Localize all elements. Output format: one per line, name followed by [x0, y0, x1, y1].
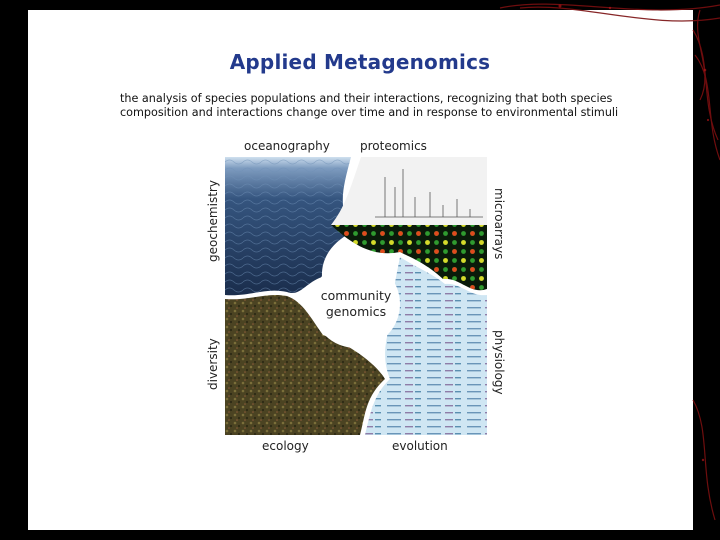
label-physiology: physiology	[492, 330, 506, 395]
description-line-2: composition and interactions change over time and in response to environmental stimuli	[120, 106, 619, 119]
center-label-line-2: genomics	[325, 304, 387, 319]
proteomics-spectrum-image	[331, 157, 487, 225]
label-diversity: diversity	[206, 338, 220, 390]
label-evolution: evolution	[392, 439, 448, 453]
label-geochemistry: geochemistry	[206, 180, 220, 262]
label-proteomics: proteomics	[360, 139, 427, 153]
slide-description	[120, 92, 620, 120]
description-line-1: the analysis of species populations and their interactions, recognizing that both species	[120, 92, 613, 105]
community-genomics-circle	[312, 260, 400, 348]
center-label-line-1: community	[320, 288, 392, 303]
slide-title: Applied Metagenomics	[229, 50, 491, 74]
label-ecology: ecology	[262, 439, 309, 453]
label-oceanography: oceanography	[244, 139, 330, 153]
label-microarrays: microarrays	[492, 188, 506, 260]
